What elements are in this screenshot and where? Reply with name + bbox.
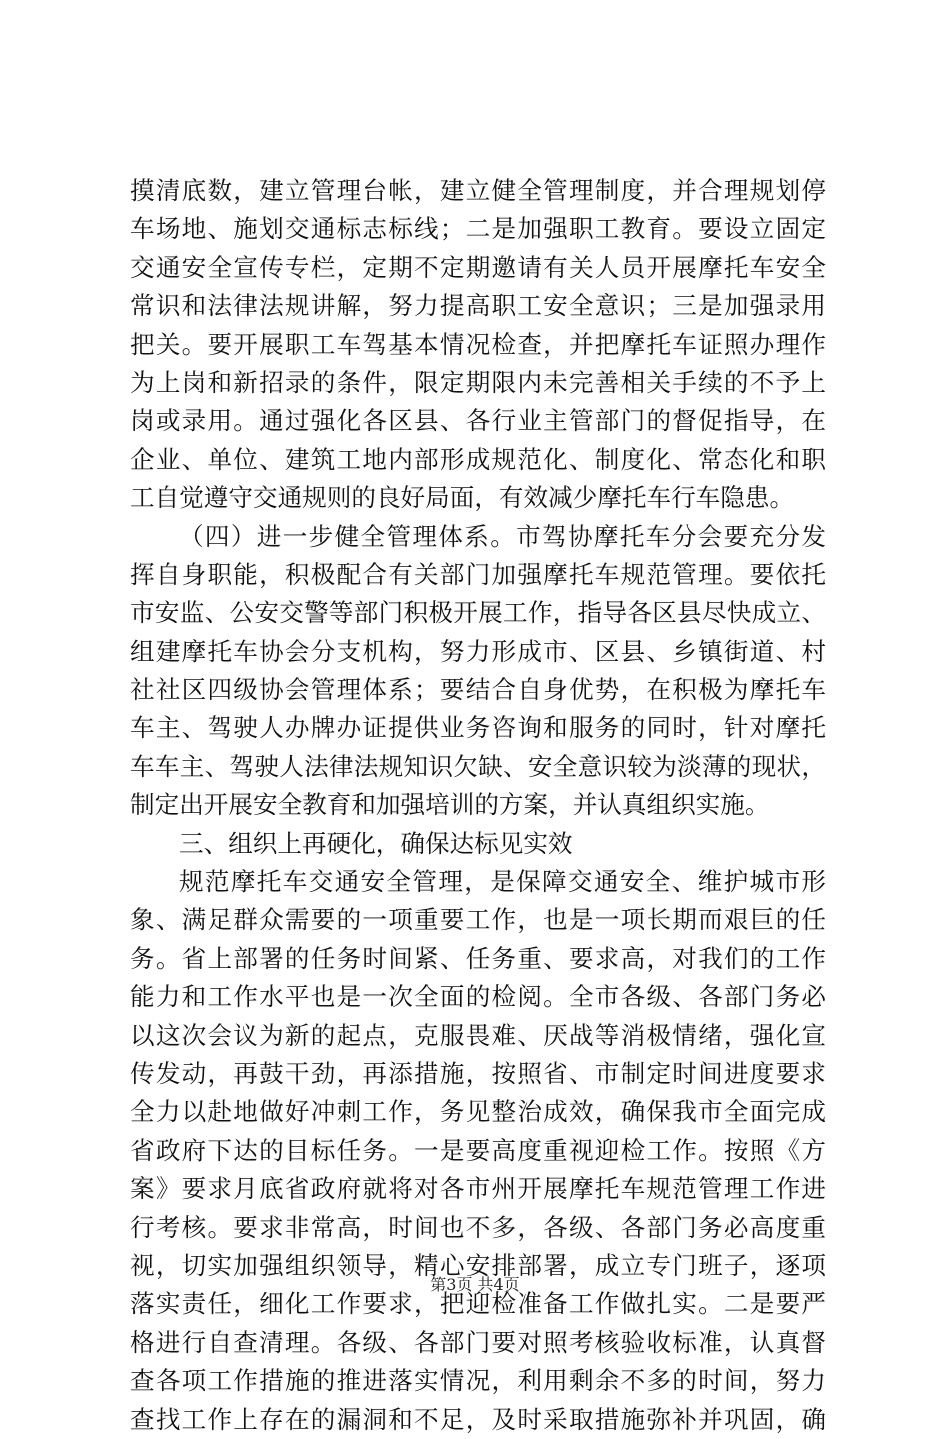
text-line: 行考核。要求非常高，时间也不多，各级、各部门务必高度重: [130, 1212, 826, 1242]
text-line: 案》要求月底省政府就将对各市州开展摩托车规范管理工作进: [130, 1174, 826, 1204]
section-heading: 三、组织上再硬化，确保达标见实效: [179, 828, 573, 858]
text-line: 岗或录用。通过强化各区县、各行业主管部门的督促指导，在: [130, 406, 826, 436]
text-line: 摸清底数，建立管理台帐，建立健全管理制度，并合理规划停: [130, 176, 826, 205]
text-line: 视，切实加强组织领导，精心安排部署，成立专门班子，逐项: [130, 1250, 826, 1280]
page-number-footer: 第3页 共4页: [430, 1275, 520, 1294]
text-line: 能力和工作水平也是一次全面的检阅。全市各级、各部门务必: [130, 982, 826, 1012]
text-line: 常识和法律法规讲解，努力提高职工安全意识；三是加强录用: [130, 291, 826, 321]
text-line: 省政府下达的目标任务。一是要高度重视迎检工作。按照《方: [130, 1135, 826, 1165]
text-line: 工自觉遵守交通规则的良好局面，有效减少摩托车行车隐患。: [130, 483, 795, 513]
text-line: 市安监、公安交警等部门积极开展工作，指导各区县尽快成立、: [130, 598, 826, 628]
text-line: 落实责任，细化工作要求，把迎检准备工作做扎实。二是要严: [130, 1289, 826, 1319]
text-line: 车车主、驾驶人法律法规知识欠缺、安全意识较为淡薄的现状，: [130, 751, 826, 781]
text-line: 查找工作上存在的漏洞和不足，及时采取措施弥补并巩固，确: [130, 1404, 826, 1434]
document-body: [130, 172, 826, 1439]
text-line: 务。省上部署的任务时间紧、任务重、要求高，对我们的工作: [130, 943, 826, 973]
text-line: 交通安全宣传专栏，定期不定期邀请有关人员开展摩托车安全: [130, 252, 826, 282]
text-line: 象、满足群众需要的一项重要工作，也是一项长期而艰巨的任: [130, 905, 826, 935]
text-line: 社社区四级协会管理体系；要结合自身优势，在积极为摩托车: [130, 675, 826, 705]
text-line: 制定出开展安全教育和加强培训的方案，并认真组织实施。: [130, 790, 770, 820]
text-line: 为上岗和新招录的条件，限定期限内未完善相关手续的不予上: [130, 367, 826, 397]
text-line: 传发动，再鼓干劲，再添措施，按照省、市制定时间进度要求: [130, 1058, 826, 1088]
text-line: 把关。要开展职工车驾基本情况检查，并把摩托车证照办理作: [130, 329, 826, 359]
text-line: 组建摩托车协会分支机构，努力形成市、区县、乡镇街道、村: [130, 636, 826, 666]
text-line: 全力以赴地做好冲刺工作，务见整治成效，确保我市全面完成: [130, 1097, 826, 1127]
text-line: 规范摩托车交通安全管理，是保障交通安全、维护城市形: [179, 867, 826, 897]
text-line: 格进行自查清理。各级、各部门要对照考核验收标准，认真督: [130, 1327, 826, 1357]
text-line: 挥自身职能，积极配合有关部门加强摩托车规范管理。要依托: [130, 559, 826, 589]
text-line: 查各项工作措施的推进落实情况，利用剩余不多的时间，努力: [130, 1366, 826, 1396]
text-line: 企业、单位、建筑工地内部形成规范化、制度化、常态化和职: [130, 444, 826, 474]
section-heading-line: （四）进一步健全管理体系。市驾协摩托车分会要充分发: [179, 521, 826, 551]
text-line: 以这次会议为新的起点，克服畏难、厌战等消极情绪，强化宣: [130, 1020, 826, 1050]
text-line: 车场地、施划交通标志标线；二是加强职工教育。要设立固定: [130, 214, 826, 244]
text-line: 车主、驾驶人办牌办证提供业务咨询和服务的同时，针对摩托: [130, 713, 826, 743]
